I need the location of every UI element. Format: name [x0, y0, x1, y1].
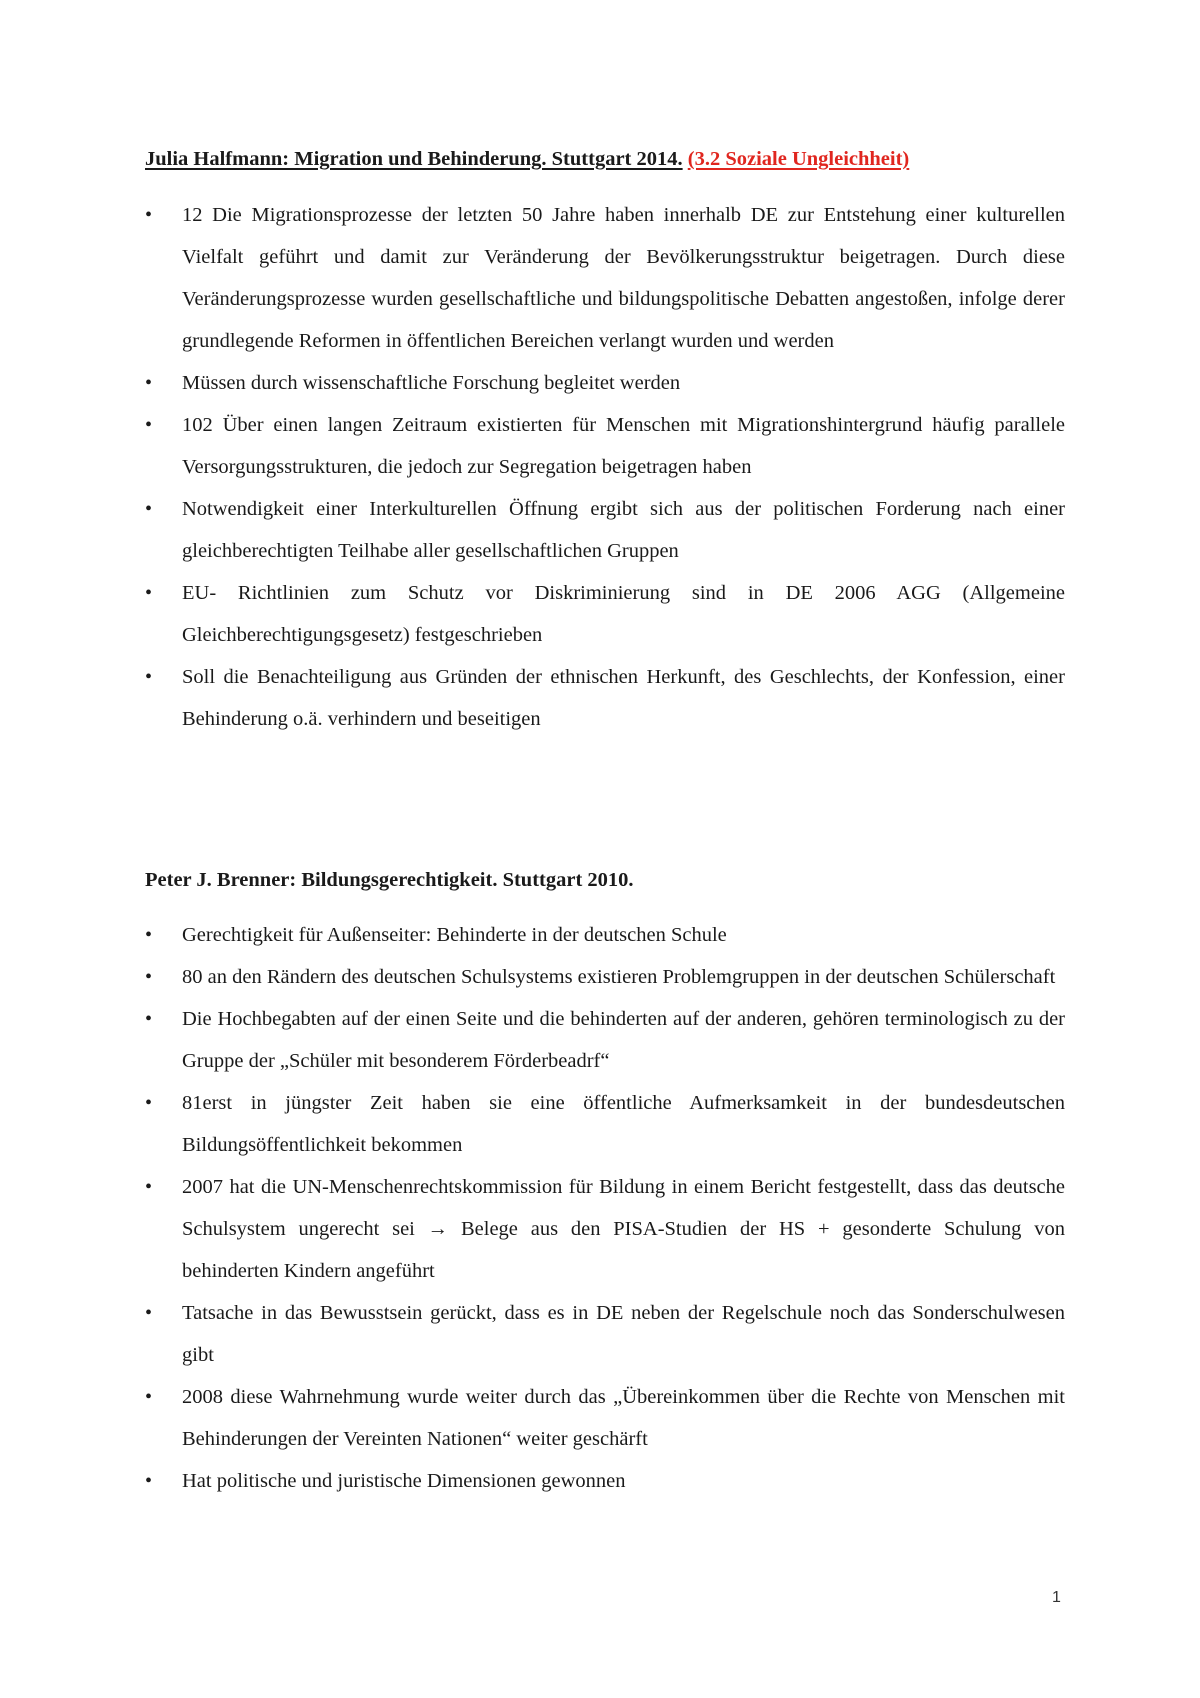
list-item-text: Soll die Benachteiligung aus Gründen der ethnischen Herkunft, des Geschlechts, der Konfession, einer Behinderung o.ä. verhindern und beseitigen	[182, 666, 1065, 730]
list-item-text: EU- Richtlinien zum Schutz vor Diskriminierung sind in DE 2006 AGG (Allgemeine Gleichberechtigungsgesetz) festgeschrieben	[182, 582, 1065, 646]
list-item	[145, 1376, 1065, 1460]
bullet-icon: •	[145, 666, 153, 688]
list-item-text: Hat politische und juristische Dimensionen gewonnen	[182, 1470, 626, 1492]
list-item-text: Notwendigkeit einer Interkulturellen Öffnung ergibt sich aus der politischen Forderung nach einer gleichberechtigten Teilhabe aller gesellschaftlichen Gruppen	[182, 498, 1065, 562]
list-item	[145, 956, 1065, 998]
bullet-icon: •	[145, 204, 153, 226]
list-item	[145, 572, 1065, 656]
bullet-icon: •	[145, 498, 153, 520]
bullet-icon: •	[145, 1302, 153, 1324]
section1-bullet-list	[145, 194, 1065, 740]
list-item-text: 2007 hat die UN-Menschenrechtskommission für Bildung in einem Bericht festgestellt, dass das deutsche Schulsystem ungerecht sei → Belege aus den PISA-Studien der HS + gesonderte Schulung von behinderten Kindern angeführt	[182, 1176, 1065, 1282]
page-number: 1	[1052, 1589, 1061, 1606]
list-item-text: 2008 diese Wahrnehmung wurde weiter durch das „Übereinkommen über die Rechte von Menschen mit Behinderungen der Vereinten Nationen“ weiter geschärft	[182, 1386, 1065, 1450]
list-item-text: 102 Über einen langen Zeitraum existierten für Menschen mit Migrationshintergrund häufig parallele Versorgungsstrukturen, die jedoch zur Segregation beigetragen haben	[182, 414, 1065, 478]
bullet-icon: •	[145, 1176, 153, 1198]
list-item	[145, 194, 1065, 362]
list-item	[145, 1460, 1065, 1502]
bullet-icon: •	[145, 414, 153, 436]
list-item-text: 81erst in jüngster Zeit haben sie eine öffentliche Aufmerksamkeit in der bundesdeutschen Bildungsöffentlichkeit bekommen	[182, 1092, 1065, 1156]
section2-heading: Peter J. Brenner: Bildungsgerechtigkeit. Stuttgart 2010.	[145, 869, 634, 891]
list-item-text: 12 Die Migrationsprozesse der letzten 50 Jahre haben innerhalb DE zur Entstehung einer kulturellen Vielfalt geführt und damit zur Veränderung der Bevölkerungsstruktur beigetragen. Durch diese Veränderungsprozesse wurden gesellschaftliche und bildungspolitische Debatten angestoßen, infolge derer grundlegende Reformen in öffentlichen Bereichen verlangt wurden und werden	[182, 204, 1065, 352]
list-item	[145, 404, 1065, 488]
list-item	[145, 362, 1065, 404]
section2-bullet-list	[145, 914, 1065, 1502]
list-item-text: Die Hochbegabten auf der einen Seite und die behinderten auf der anderen, gehören terminologisch zu der Gruppe der „Schüler mit besonderem Förderbeadrf“	[182, 1008, 1065, 1072]
list-item-text: 80 an den Rändern des deutschen Schulsystems existieren Problemgruppen in der deutschen Schülerschaft	[182, 966, 1056, 988]
bullet-icon: •	[145, 582, 153, 604]
list-item-text: Tatsache in das Bewusstsein gerückt, dass es in DE neben der Regelschule noch das Sonderschulwesen gibt	[182, 1302, 1065, 1366]
bullet-icon: •	[145, 1092, 153, 1114]
list-item	[145, 1292, 1065, 1376]
list-item-text: Müssen durch wissenschaftliche Forschung begleitet werden	[182, 372, 681, 394]
list-item	[145, 488, 1065, 572]
list-item-text: Gerechtigkeit für Außenseiter: Behinderte in der deutschen Schule	[182, 924, 727, 946]
bullet-icon: •	[145, 1470, 153, 1492]
bullet-icon: •	[145, 966, 153, 988]
bullet-icon: •	[145, 924, 153, 946]
section1-heading-title: Julia Halfmann: Migration und Behinderung. Stuttgart 2014.	[145, 148, 683, 170]
section1-heading	[145, 145, 909, 173]
bullet-icon: •	[145, 1008, 153, 1030]
section1-heading-reference: (3.2 Soziale Ungleichheit)	[687, 148, 910, 170]
list-item	[145, 1082, 1065, 1166]
bullet-icon: •	[145, 1386, 153, 1408]
list-item	[145, 1166, 1065, 1292]
list-item	[145, 914, 1065, 956]
list-item	[145, 998, 1065, 1082]
list-item	[145, 656, 1065, 740]
bullet-icon: •	[145, 372, 153, 394]
